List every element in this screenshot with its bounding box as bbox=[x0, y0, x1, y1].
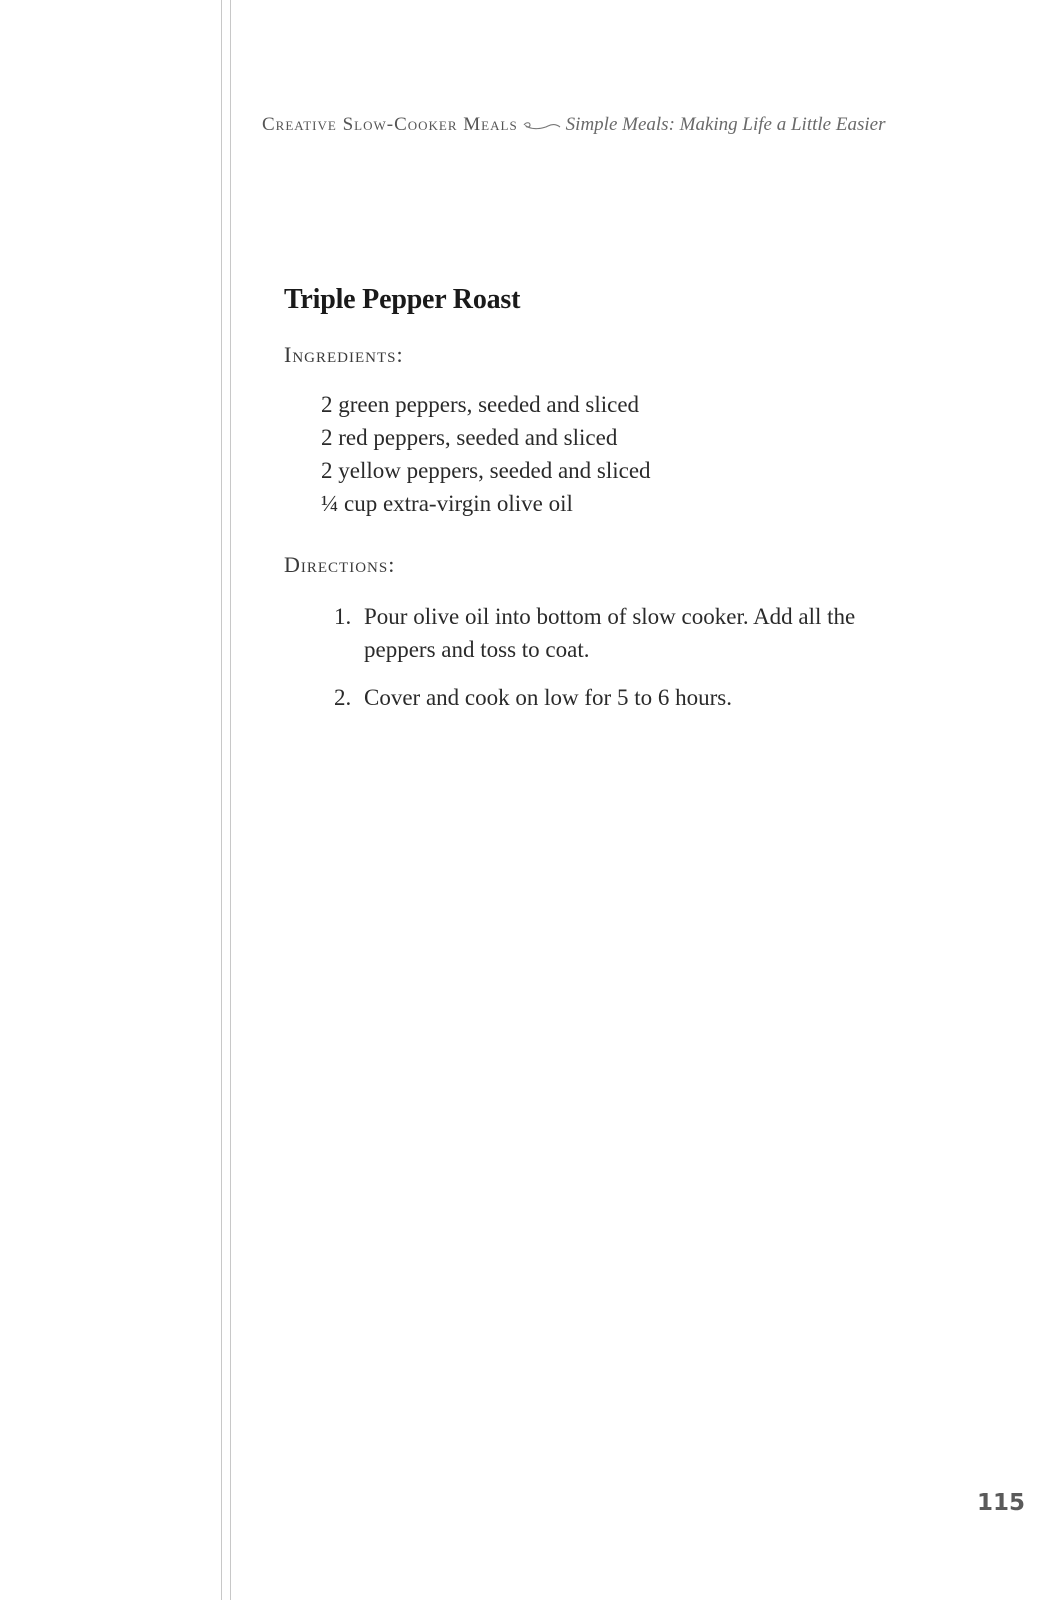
directions-heading: Directions: bbox=[284, 552, 396, 577]
section-title: Simple Meals: Making Life a Little Easier bbox=[565, 114, 886, 135]
swash-ornament-icon bbox=[522, 121, 562, 131]
ingredients-heading: Ingredients: bbox=[284, 342, 404, 367]
step-text: Pour olive oil into bottom of slow cooker. Add all the peppers and toss to coat. bbox=[364, 604, 856, 662]
gutter-line-right bbox=[230, 0, 231, 1600]
ingredients-list bbox=[321, 388, 651, 520]
book-title: Creative Slow-Cooker Meals bbox=[262, 114, 518, 135]
ingredient-item: 2 red peppers, seeded and sliced bbox=[321, 425, 618, 450]
running-header bbox=[262, 114, 1002, 136]
recipe-title: Triple Pepper Roast bbox=[284, 284, 521, 315]
direction-step bbox=[334, 600, 914, 666]
step-text: Cover and cook on low for 5 to 6 hours. bbox=[364, 685, 732, 710]
page-number: 115 bbox=[976, 1490, 1025, 1516]
gutter-line-left bbox=[221, 0, 222, 1600]
ingredient-item: 2 yellow peppers, seeded and sliced bbox=[321, 458, 651, 483]
step-number: 2. bbox=[334, 685, 352, 710]
ingredient-item: ¼ cup extra-virgin olive oil bbox=[321, 491, 573, 516]
directions-list bbox=[334, 600, 914, 729]
ingredient-item: 2 green peppers, seeded and sliced bbox=[321, 392, 640, 417]
step-number: 1. bbox=[334, 604, 352, 629]
direction-step bbox=[334, 681, 914, 714]
